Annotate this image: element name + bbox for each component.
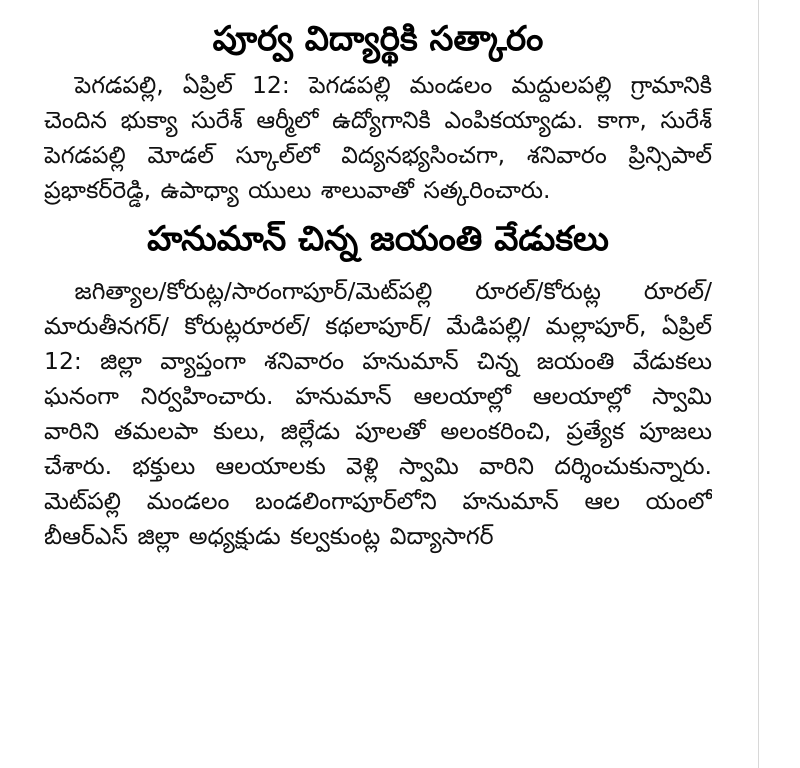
article-2-headline: హనుమాన్ చిన్న జయంతి వేడుకలు (147, 219, 609, 259)
article-2-body: జగిత్యాల/కోరుట్ల/సారంగాపూర్/మెట్‌పల్లి రూరల్/కోరుట్ల రూరల్/మారుతీనగర్/ కోరుట్లరూరల్/ కథలాపూర్/ మేడిపల్లి/ మల్లాపూర్, ఏప్రిల్ 12: జిల్లా వ్యాప్తంగా శనివారం హనుమాన్ చిన్న జయంతి వేడుకలు ఘనంగా నిర్వహించారు. హనుమాన్ ఆలయాల్లో ఆలయాల్లో స్వామి వారిని తమలపా కులు, జిల్లేడు పూలతో అలంకరించి, ప్రత్యేక పూజలు చేశారు. భక్తులు ఆలయాలకు వెళ్లి స్వామి వారిని దర్శించుకున్నారు. మెట్‌పల్లి మండలం బండలింగాపూర్‌లోని హనుమాన్ ఆల యంలో బీఆర్ఎస్ జిల్లా అధ్యక్షుడు కల్వకుంట్ల విద్యాసాగర్ (44, 277, 712, 550)
article-1-body: పెగడపల్లి, ఏప్రిల్ 12: పెగడపల్లి మండలం మద్దులపల్లి గ్రామానికి చెందిన భుక్యా సురేశ్ ఆర్మీలో ఉద్యోగానికి ఎంపికయ్యాడు. కాగా, సురేశ్ పెగడపల్లి మోడల్ స్కూల్‌లో విద్యనభ్యసించగా, శనివారం ప్రిన్సిపాల్ ప్రభాకర్‌రెడ్డి, ఉపాధ్యా యులు శాలువాతో సత్కరించారు. (44, 71, 712, 204)
page-edge-rule (758, 0, 759, 768)
newspaper-column (44, 0, 712, 768)
article-1-headline: పూర్వ విద్యార్థికి సత్కారం (212, 19, 544, 59)
